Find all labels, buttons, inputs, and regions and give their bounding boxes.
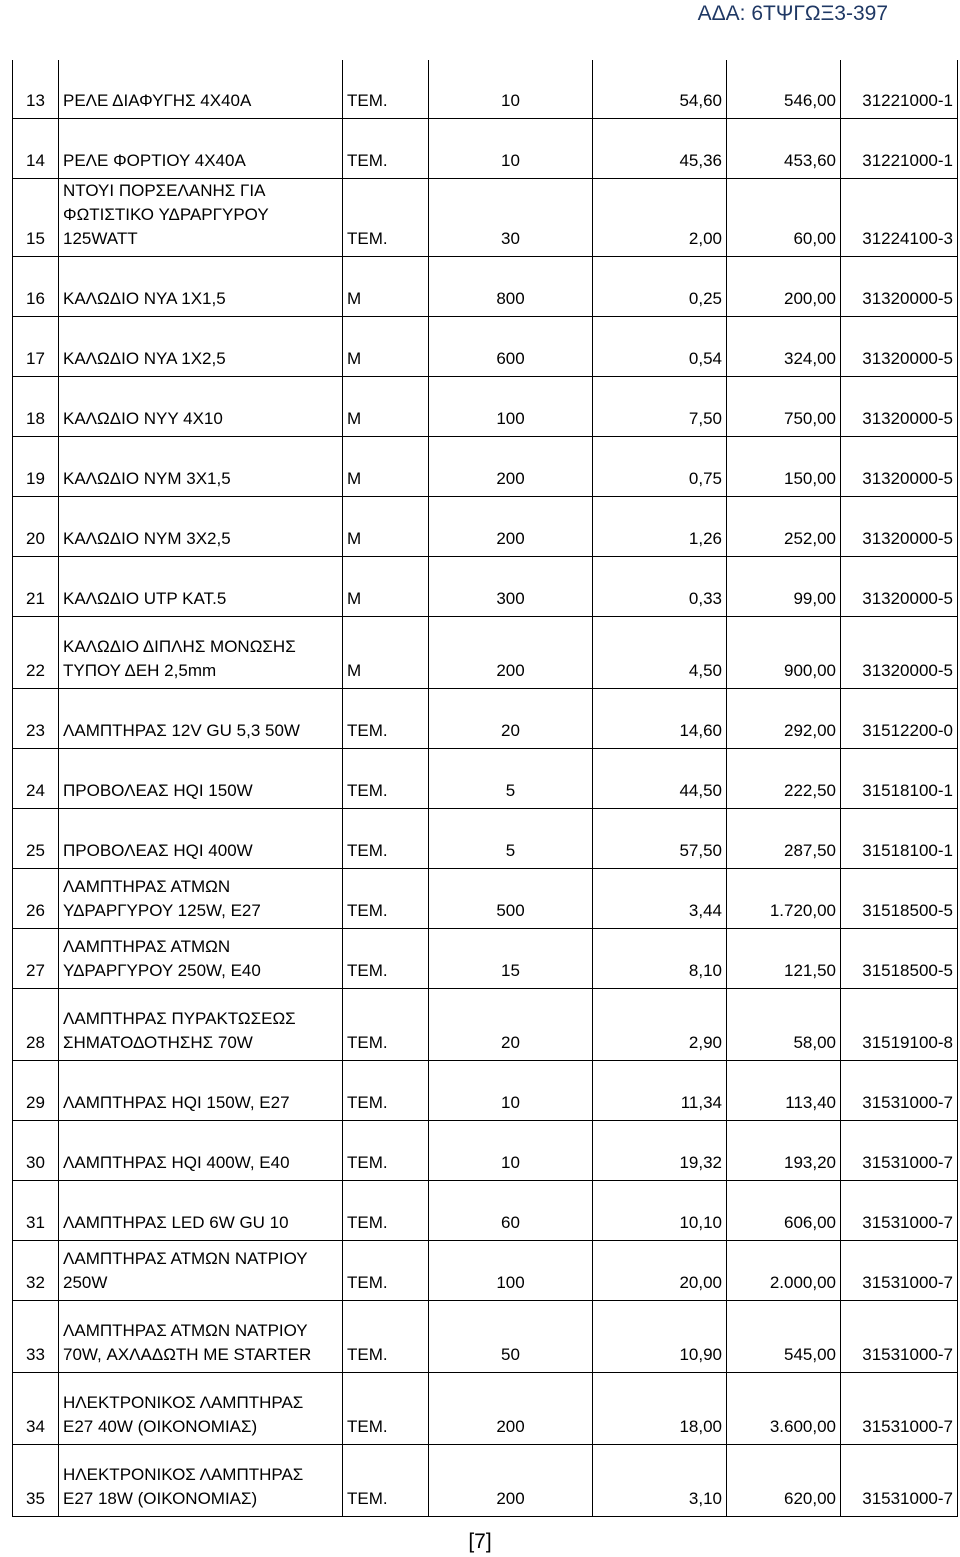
unit: ΤΕΜ. bbox=[343, 1372, 429, 1444]
quantity: 50 bbox=[429, 1300, 593, 1372]
total-price: 453,60 bbox=[727, 118, 841, 178]
item-description: ΛΑΜΠΤΗΡΑΣ LED 6W GU 10 bbox=[59, 1180, 343, 1240]
unit: ΤΕΜ. bbox=[343, 1120, 429, 1180]
unit-price: 2,00 bbox=[593, 178, 727, 256]
total-price: 99,00 bbox=[727, 556, 841, 616]
unit: ΤΕΜ. bbox=[343, 1180, 429, 1240]
quantity: 10 bbox=[429, 60, 593, 118]
unit-price: 10,90 bbox=[593, 1300, 727, 1372]
row-number: 32 bbox=[13, 1240, 59, 1300]
unit-price: 45,36 bbox=[593, 118, 727, 178]
cpv-code: 31531000-7 bbox=[841, 1180, 958, 1240]
item-description: ΚΑΛΩΔΙΟ ΔΙΠΛΗΣ ΜΟΝΩΣΗΣ ΤΥΠΟΥ ΔΕΗ 2,5mm bbox=[59, 616, 343, 688]
unit: Μ bbox=[343, 496, 429, 556]
table-row bbox=[13, 1180, 958, 1240]
unit: ΤΕΜ. bbox=[343, 1444, 429, 1516]
unit-price: 10,10 bbox=[593, 1180, 727, 1240]
total-price: 900,00 bbox=[727, 616, 841, 688]
unit-price: 8,10 bbox=[593, 928, 727, 988]
total-price: 750,00 bbox=[727, 376, 841, 436]
cpv-code: 31224100-3 bbox=[841, 178, 958, 256]
cpv-code: 31531000-7 bbox=[841, 1060, 958, 1120]
unit: ΤΕΜ. bbox=[343, 1240, 429, 1300]
unit: Μ bbox=[343, 256, 429, 316]
row-number: 21 bbox=[13, 556, 59, 616]
cpv-code: 31531000-7 bbox=[841, 1300, 958, 1372]
item-description: ΡΕΛΕ ΔΙΑΦΥΓΗΣ 4Χ40Α bbox=[59, 60, 343, 118]
total-price: 121,50 bbox=[727, 928, 841, 988]
unit-price: 2,90 bbox=[593, 988, 727, 1060]
row-number: 20 bbox=[13, 496, 59, 556]
unit: Μ bbox=[343, 616, 429, 688]
item-description: ΚΑΛΩΔΙΟ ΝΥΑ 1Χ1,5 bbox=[59, 256, 343, 316]
quantity: 200 bbox=[429, 1372, 593, 1444]
table-row bbox=[13, 988, 958, 1060]
total-price: 287,50 bbox=[727, 808, 841, 868]
unit-price: 3,10 bbox=[593, 1444, 727, 1516]
unit: Μ bbox=[343, 316, 429, 376]
unit: Μ bbox=[343, 376, 429, 436]
row-number: 25 bbox=[13, 808, 59, 868]
quantity: 200 bbox=[429, 436, 593, 496]
quantity: 200 bbox=[429, 616, 593, 688]
total-price: 546,00 bbox=[727, 60, 841, 118]
quantity: 100 bbox=[429, 376, 593, 436]
quantity: 5 bbox=[429, 748, 593, 808]
item-description: ΚΑΛΩΔΙΟ ΝΥΥ 4Χ10 bbox=[59, 376, 343, 436]
unit: ΤΕΜ. bbox=[343, 1060, 429, 1120]
table-row bbox=[13, 178, 958, 256]
item-description: ΛΑΜΠΤΗΡΑΣ ΑΤΜΩΝ ΝΑΤΡΙΟΥ 70W, ΑΧΛΑΔΩΤΗ ΜΕ STARTER bbox=[59, 1300, 343, 1372]
unit: ΤΕΜ. bbox=[343, 60, 429, 118]
item-description: ΠΡΟΒΟΛΕΑΣ HQI 150W bbox=[59, 748, 343, 808]
item-description: ΛΑΜΠΤΗΡΑΣ ΑΤΜΩΝ ΝΑΤΡΙΟΥ 250W bbox=[59, 1240, 343, 1300]
row-number: 31 bbox=[13, 1180, 59, 1240]
total-price: 150,00 bbox=[727, 436, 841, 496]
quantity: 10 bbox=[429, 1060, 593, 1120]
unit: ΤΕΜ. bbox=[343, 808, 429, 868]
row-number: 28 bbox=[13, 988, 59, 1060]
unit-price: 4,50 bbox=[593, 616, 727, 688]
unit: ΤΕΜ. bbox=[343, 928, 429, 988]
unit-price: 0,75 bbox=[593, 436, 727, 496]
unit-price: 57,50 bbox=[593, 808, 727, 868]
row-number: 23 bbox=[13, 688, 59, 748]
item-description: ΛΑΜΠΤΗΡΑΣ ΠΥΡΑΚΤΩΣΕΩΣ ΣΗΜΑΤΟΔΟΤΗΣΗΣ 70W bbox=[59, 988, 343, 1060]
item-description: ΛΑΜΠΤΗΡΑΣ ΑΤΜΩΝ ΥΔΡΑΡΓΥΡΟΥ 250W, Ε40 bbox=[59, 928, 343, 988]
unit-price: 54,60 bbox=[593, 60, 727, 118]
table-row bbox=[13, 616, 958, 688]
unit: Μ bbox=[343, 436, 429, 496]
row-number: 15 bbox=[13, 178, 59, 256]
total-price: 193,20 bbox=[727, 1120, 841, 1180]
total-price: 113,40 bbox=[727, 1060, 841, 1120]
table-row bbox=[13, 376, 958, 436]
cpv-code: 31221000-1 bbox=[841, 118, 958, 178]
total-price: 1.720,00 bbox=[727, 868, 841, 928]
item-description: ΝΤΟΥΙ ΠΟΡΣΕΛΑΝΗΣ ΓΙΑ ΦΩΤΙΣΤΙΚΟ ΥΔΡΑΡΓΥΡΟΥ 125WATT bbox=[59, 178, 343, 256]
table-row bbox=[13, 316, 958, 376]
unit: ΤΕΜ. bbox=[343, 748, 429, 808]
quantity: 20 bbox=[429, 988, 593, 1060]
unit: ΤΕΜ. bbox=[343, 688, 429, 748]
cpv-code: 31320000-5 bbox=[841, 256, 958, 316]
row-number: 35 bbox=[13, 1444, 59, 1516]
quantity: 600 bbox=[429, 316, 593, 376]
quantity: 500 bbox=[429, 868, 593, 928]
table-row bbox=[13, 118, 958, 178]
quantity: 200 bbox=[429, 496, 593, 556]
total-price: 606,00 bbox=[727, 1180, 841, 1240]
quantity: 20 bbox=[429, 688, 593, 748]
table-row bbox=[13, 436, 958, 496]
cpv-code: 31531000-7 bbox=[841, 1444, 958, 1516]
cpv-code: 31531000-7 bbox=[841, 1372, 958, 1444]
row-number: 26 bbox=[13, 868, 59, 928]
unit-price: 19,32 bbox=[593, 1120, 727, 1180]
item-description: ΚΑΛΩΔΙΟ ΝΥΑ 1Χ2,5 bbox=[59, 316, 343, 376]
cpv-code: 31320000-5 bbox=[841, 316, 958, 376]
total-price: 324,00 bbox=[727, 316, 841, 376]
items-table-body bbox=[13, 60, 958, 1516]
row-number: 30 bbox=[13, 1120, 59, 1180]
unit-price: 3,44 bbox=[593, 868, 727, 928]
item-description: ΗΛΕΚΤΡΟΝΙΚΟΣ ΛΑΜΠΤΗΡΑΣ Ε27 40W (ΟΙΚΟΝΟΜΙΑΣ) bbox=[59, 1372, 343, 1444]
table-row bbox=[13, 808, 958, 868]
row-number: 14 bbox=[13, 118, 59, 178]
item-description: ΛΑΜΠΤΗΡΑΣ 12V GU 5,3 50W bbox=[59, 688, 343, 748]
row-number: 33 bbox=[13, 1300, 59, 1372]
table-row bbox=[13, 1444, 958, 1516]
unit-price: 14,60 bbox=[593, 688, 727, 748]
cpv-code: 31320000-5 bbox=[841, 376, 958, 436]
ada-code: ΑΔΑ: 6ΤΨΓΩΞ3-397 bbox=[697, 2, 888, 25]
item-description: ΛΑΜΠΤΗΡΑΣ HQI 150W, Ε27 bbox=[59, 1060, 343, 1120]
cpv-code: 31512200-0 bbox=[841, 688, 958, 748]
cpv-code: 31531000-7 bbox=[841, 1240, 958, 1300]
unit: ΤΕΜ. bbox=[343, 1300, 429, 1372]
row-number: 27 bbox=[13, 928, 59, 988]
total-price: 252,00 bbox=[727, 496, 841, 556]
cpv-code: 31519100-8 bbox=[841, 988, 958, 1060]
row-number: 17 bbox=[13, 316, 59, 376]
total-price: 200,00 bbox=[727, 256, 841, 316]
item-description: ΡΕΛΕ ΦΟΡΤΙΟΥ 4Χ40Α bbox=[59, 118, 343, 178]
unit-price: 20,00 bbox=[593, 1240, 727, 1300]
page-number: [7] bbox=[468, 1530, 492, 1553]
cpv-code: 31518500-5 bbox=[841, 868, 958, 928]
table-row bbox=[13, 1372, 958, 1444]
unit-price: 11,34 bbox=[593, 1060, 727, 1120]
quantity: 300 bbox=[429, 556, 593, 616]
unit: ΤΕΜ. bbox=[343, 118, 429, 178]
quantity: 5 bbox=[429, 808, 593, 868]
row-number: 29 bbox=[13, 1060, 59, 1120]
total-price: 2.000,00 bbox=[727, 1240, 841, 1300]
table-row bbox=[13, 1300, 958, 1372]
item-description: ΛΑΜΠΤΗΡΑΣ ΑΤΜΩΝ ΥΔΡΑΡΓΥΡΟΥ 125W, Ε27 bbox=[59, 868, 343, 928]
items-table-container bbox=[12, 60, 957, 1517]
table-row bbox=[13, 556, 958, 616]
table-row bbox=[13, 1120, 958, 1180]
total-price: 620,00 bbox=[727, 1444, 841, 1516]
table-row bbox=[13, 868, 958, 928]
cpv-code: 31320000-5 bbox=[841, 496, 958, 556]
unit: ΤΕΜ. bbox=[343, 868, 429, 928]
total-price: 60,00 bbox=[727, 178, 841, 256]
table-row bbox=[13, 688, 958, 748]
unit: Μ bbox=[343, 556, 429, 616]
total-price: 3.600,00 bbox=[727, 1372, 841, 1444]
item-description: ΚΑΛΩΔΙΟ ΝΥΜ 3Χ1,5 bbox=[59, 436, 343, 496]
quantity: 200 bbox=[429, 1444, 593, 1516]
unit-price: 7,50 bbox=[593, 376, 727, 436]
row-number: 24 bbox=[13, 748, 59, 808]
unit: ΤΕΜ. bbox=[343, 178, 429, 256]
cpv-code: 31518100-1 bbox=[841, 748, 958, 808]
total-price: 292,00 bbox=[727, 688, 841, 748]
table-row bbox=[13, 748, 958, 808]
table-row bbox=[13, 928, 958, 988]
unit-price: 18,00 bbox=[593, 1372, 727, 1444]
quantity: 800 bbox=[429, 256, 593, 316]
item-description: ΚΑΛΩΔΙΟ UTP ΚΑΤ.5 bbox=[59, 556, 343, 616]
quantity: 10 bbox=[429, 1120, 593, 1180]
quantity: 15 bbox=[429, 928, 593, 988]
unit-price: 0,25 bbox=[593, 256, 727, 316]
total-price: 545,00 bbox=[727, 1300, 841, 1372]
row-number: 19 bbox=[13, 436, 59, 496]
table-row bbox=[13, 60, 958, 118]
row-number: 34 bbox=[13, 1372, 59, 1444]
quantity: 10 bbox=[429, 118, 593, 178]
table-row bbox=[13, 1240, 958, 1300]
quantity: 30 bbox=[429, 178, 593, 256]
item-description: ΠΡΟΒΟΛΕΑΣ HQI 400W bbox=[59, 808, 343, 868]
row-number: 18 bbox=[13, 376, 59, 436]
row-number: 22 bbox=[13, 616, 59, 688]
cpv-code: 31320000-5 bbox=[841, 436, 958, 496]
item-description: ΛΑΜΠΤΗΡΑΣ HQI 400W, Ε40 bbox=[59, 1120, 343, 1180]
cpv-code: 31320000-5 bbox=[841, 616, 958, 688]
table-row bbox=[13, 256, 958, 316]
item-description: ΗΛΕΚΤΡΟΝΙΚΟΣ ΛΑΜΠΤΗΡΑΣ Ε27 18W (ΟΙΚΟΝΟΜΙΑΣ) bbox=[59, 1444, 343, 1516]
unit-price: 1,26 bbox=[593, 496, 727, 556]
unit-price: 44,50 bbox=[593, 748, 727, 808]
total-price: 222,50 bbox=[727, 748, 841, 808]
total-price: 58,00 bbox=[727, 988, 841, 1060]
item-description: ΚΑΛΩΔΙΟ ΝΥΜ 3Χ2,5 bbox=[59, 496, 343, 556]
cpv-code: 31518100-1 bbox=[841, 808, 958, 868]
row-number: 16 bbox=[13, 256, 59, 316]
row-number: 13 bbox=[13, 60, 59, 118]
table-row bbox=[13, 496, 958, 556]
quantity: 100 bbox=[429, 1240, 593, 1300]
unit-price: 0,54 bbox=[593, 316, 727, 376]
unit: ΤΕΜ. bbox=[343, 988, 429, 1060]
cpv-code: 31518500-5 bbox=[841, 928, 958, 988]
unit-price: 0,33 bbox=[593, 556, 727, 616]
cpv-code: 31320000-5 bbox=[841, 556, 958, 616]
cpv-code: 31221000-1 bbox=[841, 60, 958, 118]
table-row bbox=[13, 1060, 958, 1120]
quantity: 60 bbox=[429, 1180, 593, 1240]
items-table bbox=[12, 60, 958, 1517]
cpv-code: 31531000-7 bbox=[841, 1120, 958, 1180]
